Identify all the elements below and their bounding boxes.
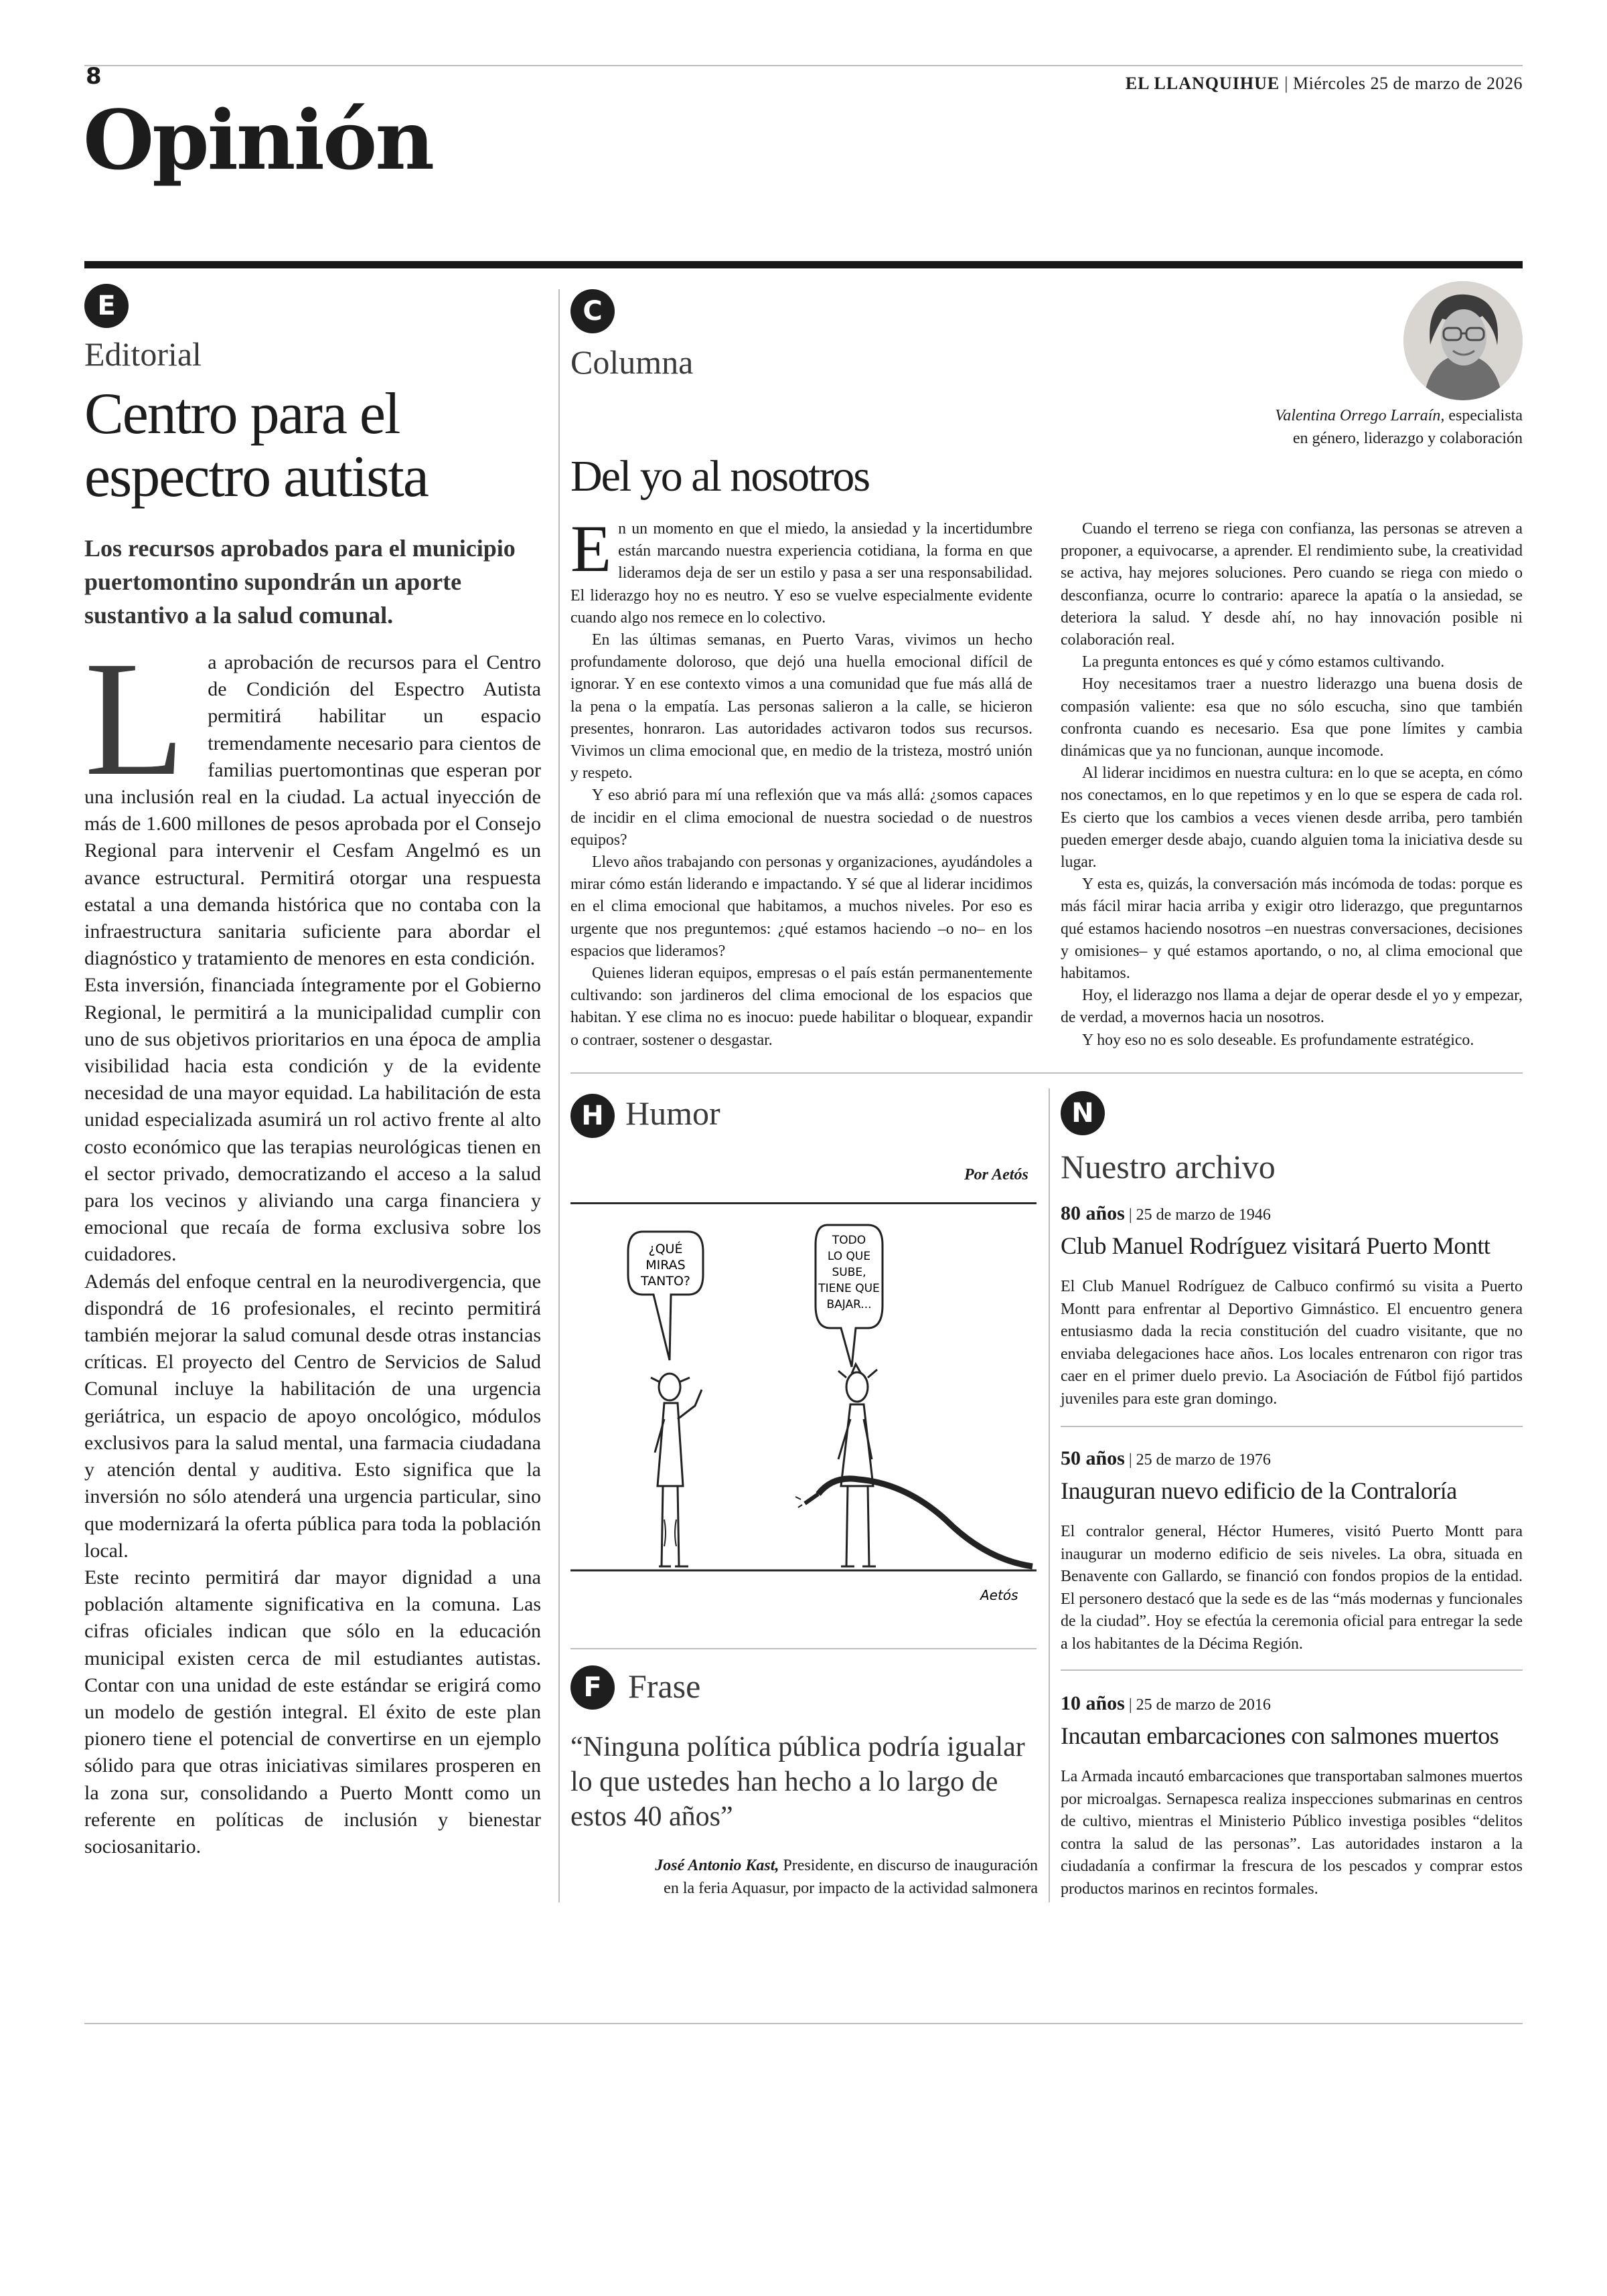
- author-name: Valentina Orrego Larraín,: [1275, 407, 1445, 424]
- archive-item-headline: Club Manuel Rodríguez visitará Puerto Montt: [1061, 1232, 1490, 1259]
- frase-author: José Antonio Kast,: [655, 1857, 779, 1874]
- column-paragraph: Hoy, el liderazgo nos llama a dejar de operar desde el yo y empezar, de verdad, a movernos hacia un nosotros.: [1061, 987, 1523, 1027]
- cartoon: [570, 1205, 1037, 1609]
- bubble-left-line: TANTO?: [641, 1274, 690, 1289]
- humor-label: Humor: [625, 1094, 720, 1132]
- bubble-left-line: MIRAS: [645, 1258, 686, 1273]
- frase-context: en la feria Aquasur, por impacto de la actividad salmonera: [664, 1880, 1038, 1897]
- bubble-right-line: TIENE QUE: [818, 1282, 880, 1295]
- author-photo: [1403, 281, 1523, 400]
- column-author: Valentina Orrego Larraín, especialista en género, liderazgo y colaboración: [1275, 407, 1523, 447]
- column-headline: Del yo al nosotros: [570, 452, 870, 501]
- page-number: 8: [86, 63, 102, 90]
- column-paragraph: Cuando el terreno se riega con confianza, las personas se atreven a proponer, a equivocarse, a aprender. El rendimiento sube, la creatividad se activa, hay mejores soluciones. Pero cuando se riega con miedo o desconfianza, ocurre lo contrario: aparece la apatía o la ansiedad, se deteriora la salud. Y desde ahí, no hay innovación posible ni colaboración real.: [1061, 520, 1523, 649]
- archive-item-body: El contralor general, Héctor Humeres, visitó Puerto Montt para inaugurar un moderno edificio de seis niveles. La obra, situada en Benavente con Gallardo, se financió con fondos propios de la entidad. El personero destacó que la sede es de las “más modernas y funcionales de la ciudad”. Hoy se efectúa la ceremonia oficial para entregar la sede a los habitantes de la Décima Región.: [1061, 1523, 1523, 1653]
- editorial-badge: E: [84, 284, 129, 328]
- bubble-right-line: LO QUE: [827, 1250, 871, 1263]
- archive-divider: [1061, 1669, 1523, 1671]
- humor-byline: Por Aetós: [964, 1166, 1028, 1183]
- bubble-right-line: SUBE,: [832, 1266, 866, 1279]
- bottom-rule: [84, 2023, 1523, 2024]
- editorial-label: Editorial: [84, 335, 202, 373]
- editorial-dropcap: L: [84, 628, 185, 810]
- editorial-paragraph: Además del enfoque central en la neurodivergencia, que dispondrá de 16 profesionales, el recinto permitirá también mejorar la salud comunal desde otras instancias críticas. El proyecto del Centro de Servicios de Salud Comunal incluye la habilitación de una urgencia geriátrica, un espacio de apoyo oncológico, módulos exclusivos para la salud mental, una farmacia ciudadana y atención dental y auditiva. Esto significa que la inversión no sólo atenderá una urgencia particular, sino que modernizará la oferta pública para toda la población local.: [84, 1270, 541, 1562]
- newspaper-name: EL LLANQUIHUE: [1125, 74, 1280, 93]
- column-bottom-rule: [570, 1072, 1523, 1074]
- column-body-left: [570, 511, 1032, 1052]
- archive-item-body: El Club Manuel Rodríguez de Calbuco confirmó su visita a Puerto Montt para enfrentar al Deportivo Gimnástico. El encuentro genera entusiasmo dada la recia constitución del cuadro visitante, que no enviaba delegaciones hace años. Los locales entrenaron con rigor tras caer en el primer duelo previo. La Asociación de Fútbol fijó partidos juveniles para este gran domingo.: [1061, 1278, 1523, 1408]
- column-dropcap: E: [570, 511, 612, 586]
- archive-divider: [1061, 1426, 1523, 1427]
- column-label: Columna: [570, 343, 694, 381]
- frase-attribution: José Antonio Kast, Presidente, en discurso de inauguración en la feria Aquasur, por impacto de la actividad salmonera: [655, 1857, 1038, 1897]
- column-badge: C: [570, 289, 615, 333]
- editorial-paragraph: Esta inversión, financiada íntegramente por el Gobierno Regional, le permitirá a la municipalidad cumplir con uno de sus objetivos prioritarios en una época de amplia visibilidad hacia esta condición y de la evidente necesidad de una mayor equidad. La habilitación de esta unidad especializada asumirá un rol activo frente al alto costo económico que las terapias neurológicas tienen en el sector privado, democratizando el acceso a la salud para los vecinos y aliviando una carga financiera y emocional que recaía de forma exclusiva sobre los cuidadores.: [84, 974, 541, 1266]
- archive-item-headline: Inauguran nuevo edificio de la Contraloría: [1061, 1477, 1457, 1504]
- bubble-right-line: TODO: [832, 1234, 866, 1247]
- archive-item-headline: Incautan embarcaciones con salmones muertos: [1061, 1722, 1499, 1749]
- editorial-lead: Los recursos aprobados para el municipio puertomontino supondrán un aporte sustantivo a la salud comunal.: [84, 535, 516, 629]
- column-paragraph: La pregunta entonces es qué y cómo estamos cultivando.: [1082, 653, 1445, 671]
- column-paragraph: Llevo años trabajando con personas y organizaciones, ayudándoles a mirar cómo están liderando e impactando. Y sé que al liderar incidimos en el clima emocional que habitamos, a muchos niveles. Por eso es urgente que nos preguntemos: ¿qué estamos haciendo –o no– en los espacios que lideramos?: [570, 853, 1032, 960]
- column-paragraph: En un momento en que el miedo, la ansiedad y la incertidumbre están marcando nuestra experiencia cotidiana, la forma en que lideramos deja de ser un estilo y pasa a ser una responsabilidad. El liderazgo hoy no es neutro. Y eso se vuelve especialmente evidente cuando algo nos remece en lo colectivo.: [570, 511, 1032, 627]
- archive-item-body: La Armada incautó embarcaciones que transportaban salmones muertos por microalgas. Sernapesca realiza inspecciones submarinas en centros de cultivo, mientras el Ministerio Público investiga posibles “delitos contra la salud de las personas”. Las autoridades instaron a la ciudadanía a confirmar la frescura de los pescados y comprar estos productos marinos en recintos formales.: [1061, 1768, 1523, 1898]
- column-paragraph: Quienes lideran equipos, empresas o el país están permanentemente cultivando: son jardineros del clima emocional de los espacios que habitan. Y ese clima no es inocuo: puede habilitar o bloquear, expandir o contraer, sostener o desgastar.: [570, 965, 1032, 1049]
- archive-item-date: 80 años | 25 de marzo de 1946: [1061, 1202, 1271, 1224]
- humor-bottom-rule: [570, 1648, 1037, 1649]
- editorial-body: [84, 628, 541, 1860]
- editorial-paragraph: L a aprobación de recursos para el Centro de Condición del Espectro Autista permitirá habilitar un espacio tremendamente necesario para cientos de familias puertomontinas que esperan por una inclusión real en la ciudad. La actual inyección de más de 1.600 millones de pesos aprobada por el Consejo Regional para intervenir el Cesfam Angelmó es un avance estructural. Permitirá otorgar una respuesta estatal a una demanda histórica que no contaba con la infraestructura sanitaria suficiente para abordar el diagnóstico y tratamiento de menores en esta condición.: [84, 628, 541, 970]
- archive-label: Nuestro archivo: [1061, 1148, 1276, 1185]
- column-paragraph: Al liderar incidimos en nuestra cultura: en lo que se acepta, en cómo nos conectamos, en lo que repetimos y en lo que se espera de cada rol. Es cierto que los cambios a veces vienen desde arriba, pero también pueden emerger desde abajo, cuando alguien toma la iniciativa desde su lugar.: [1061, 764, 1523, 872]
- issue-date: Miércoles 25 de marzo de 2026: [1292, 74, 1523, 93]
- column-paragraph: En las últimas semanas, en Puerto Varas, vivimos un hecho profundamente doloroso, que dejó una huella emocional difícil de ignorar. Y en ese contexto vimos a una comunidad que fue más allá de la pena o la empatía. Las personas salieron a la calle, se hicieron presentes, honraron. Las autoridades activaron todos sus recursos. Vivimos un clima emocional que, en medio de la tristeza, mostró unión y respeto.: [570, 631, 1032, 783]
- archive-item-date: 50 años | 25 de marzo de 1976: [1061, 1447, 1271, 1469]
- humor-badge: H: [570, 1094, 615, 1138]
- editorial-paragraph: Este recinto permitirá dar mayor dignidad a una población altamente significativa en la comuna. Las cifras oficiales indican que sólo en la educación municipal existen cerca de mil estudiantes autistas. Contar con una unidad de este estándar se erigirá como un modelo de gestión integral. El éxito de este plan pionero tiene el potencial de convertirse en un ejemplo sólido para que otras iniciativas similares prosperen en la zona sur, consolidando a Puerto Montt como un referente en políticas de inclusión y bienestar sociosanitario.: [84, 1566, 541, 1858]
- frase-label: Frase: [628, 1667, 701, 1705]
- bubble-right-line: BAJAR...: [826, 1298, 872, 1311]
- column-paragraph: Y esta es, quizás, la conversación más incómoda de todas: porque es más fácil mirar hacia arriba y exigir otro liderazgo, que preguntarnos qué estamos haciendo nosotros –en nuestras conversaciones, decisiones y omisiones– y qué estamos aportando, o no, al clima emocional que habitamos.: [1061, 876, 1523, 983]
- archive-item-date: 10 años | 25 de marzo de 2016: [1061, 1692, 1271, 1714]
- editorial-headline: Centro para el espectro autista: [84, 382, 428, 509]
- column-paragraph: Hoy necesitamos traer a nuestro liderazgo una buena dosis de compasión valiente: esa que no sólo escucha, sino que también confronta cuando es necesario. Esa que pone límites y cambia dinámicas que ya no funcionan, aunque incomode.: [1061, 675, 1523, 760]
- column-paragraph: Y hoy eso no es solo deseable. Es profundamente estratégico.: [1082, 1031, 1474, 1049]
- cartoon-top-rule: [570, 1202, 1037, 1204]
- bubble-left-line: ¿QUÉ: [648, 1242, 683, 1256]
- column-paragraph: Y eso abrió para mí una reflexión que va más allá: ¿somos capaces de incidir en el clima emocional de nuestra sociedad o de nuestros equipos?: [570, 787, 1032, 849]
- column-divider-left: [558, 289, 560, 1902]
- archive-badge: N: [1061, 1091, 1105, 1135]
- column-divider-right: [1049, 1088, 1050, 1902]
- frase-quote: “Ninguna política pública podría igualar lo que ustedes han hecho a lo largo de estos 40 años”: [570, 1732, 1025, 1832]
- author-role: en género, liderazgo y colaboración: [1292, 430, 1523, 447]
- frase-badge: F: [570, 1665, 615, 1710]
- section-rule: [84, 261, 1523, 268]
- column-body-right: [1061, 518, 1523, 1052]
- section-title: Opinión: [83, 92, 433, 188]
- top-rule: [84, 65, 1523, 66]
- cartoon-signature: Aetós: [980, 1587, 1018, 1603]
- masthead: EL LLANQUIHUE | Miércoles 25 de marzo de 2026: [1125, 74, 1523, 93]
